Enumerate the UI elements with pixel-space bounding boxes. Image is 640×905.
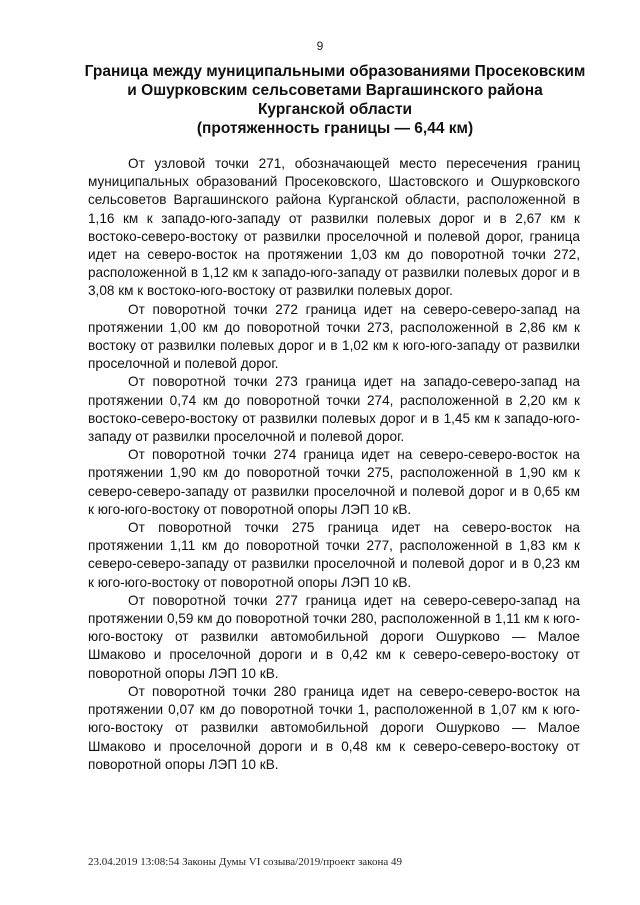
paragraph-7: От поворотной точки 280 граница идет на северо-северо-восток на протяжении 0,07 км до поворотной точки 1, расположенной в 1,07 км к юго-юго-востоку от развилки автомобильной дороги Ошурково — Малое Шмаково и проселочной дороги и в 0,48 км к северо-северо-востоку от поворотной опоры ЛЭП 10 кВ. [88, 683, 580, 772]
document-heading [80, 62, 590, 138]
paragraph-1: От узловой точки 271, обозначающей место пересечения границ муниципальных образований Просековского, Шастовского и Ошурковского сельсоветов Варгашинского района Курганской области, расположенной в 1,16 км к западо-юго-западу от развилки полевых дорог и в 2,67 км к востоко-северо-востоку от развилки проселочной и полевой дорог, граница идет на северо-восток на протяжении 1,03 км до поворотной точки 272, расположенной в 1,12 км к западо-юго-западу от развилки полевых дорог и в 3,08 км к востоко-юго-востоку от развилки полевых дорог. [88, 156, 580, 299]
paragraph-5: От поворотной точки 275 граница идет на северо-восток на протяжении 1,11 км до поворотной точки 277, расположенной в 1,83 км к северо-северо-западу от развилки проселочной и полевой дорог и в 0,23 км к юго-юго-востоку от поворотной опоры ЛЭП 10 кВ. [88, 520, 580, 590]
page-number: 9 [316, 39, 324, 53]
paragraph-6: От поворотной точки 277 граница идет на северо-северо-запад на протяжении 0,59 км до поворотной точки 280, расположенной в 1,11 км к юго-юго-востоку от развилки автомобильной дороги Ошурково — Малое Шмаково и проселочной дороги и в 0,42 км к северо-северо-востоку от поворотной опоры ЛЭП 10 кВ. [88, 592, 580, 681]
heading-line-1: Граница между муниципальными образованиями Просековским [84, 63, 586, 80]
paragraph-2: От поворотной точки 272 граница идет на северо-северо-запад на протяжении 1,00 км до поворотной точки 273, расположенной в 2,86 км к востоку от развилки полевых дорог и в 1,02 км к юго-юго-западу от развилки проселочной и полевой дорог. [88, 301, 580, 372]
paragraph-3: От поворотной точки 273 граница идет на западо-северо-запад на протяжении 0,74 км до поворотной точки 274, расположенной в 2,20 км к востоко-северо-востоку от развилки полевых дорог и в 1,45 км к западо-юго-западу от развилки проселочной и полевой дорог. [88, 374, 580, 445]
document-body [88, 155, 580, 774]
footer-stamp: 23.04.2019 13:08:54 Законы Думы VI созыва/2019/проект закона 49 [88, 856, 402, 868]
heading-line-2: и Ошурковским сельсоветами Варгашинского района [127, 82, 543, 99]
heading-line-3: Курганской области [257, 101, 413, 118]
paragraph-4: От поворотной точки 274 граница идет на северо-северо-восток на протяжении 1,90 км до поворотной точки 275, расположенной в 1,90 км к северо-северо-западу от развилки проселочной и полевой дорог и в 0,65 км к юго-юго-востоку от поворотной опоры ЛЭП 10 кВ. [88, 447, 580, 517]
heading-line-4: (протяженность границы — 6,44 км) [196, 120, 474, 137]
